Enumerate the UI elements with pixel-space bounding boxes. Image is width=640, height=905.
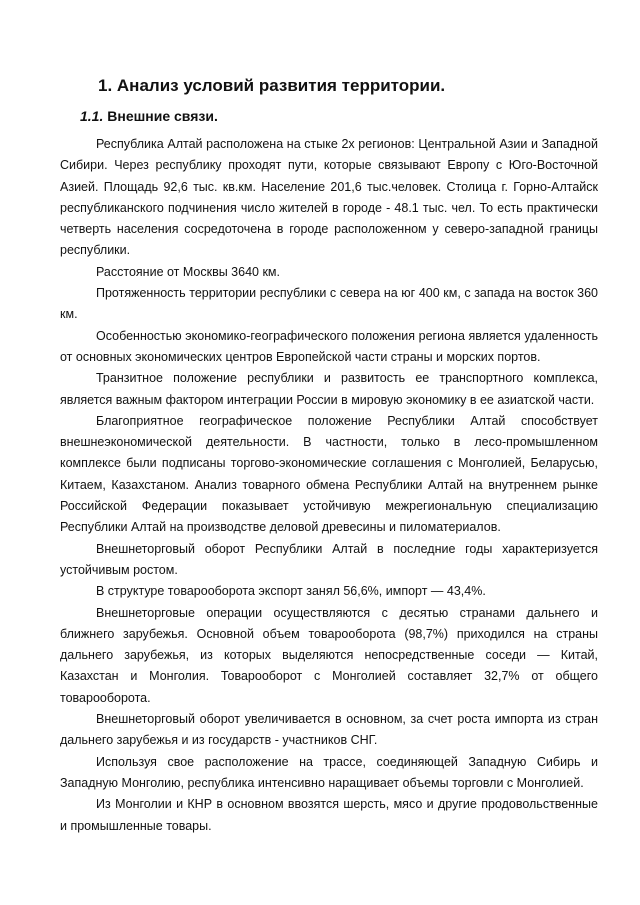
paragraph: Особенностью экономико-географического положения региона является удаленность от основных экономических центров Европейской части страны и морских портов. bbox=[60, 328, 598, 364]
paragraph: Внешнеторговый оборот Республики Алтай в последние годы характеризуется устойчивым ростом. bbox=[60, 541, 598, 577]
section-title: 1. Анализ условий развития территории. bbox=[98, 76, 446, 95]
document-body bbox=[60, 134, 598, 837]
paragraph: Благоприятное географическое положение Республики Алтай способствует внешнеэкономической деятельности. В частности, только в лесо-промышленном комплексе были подписаны торгово-экономические соглашения с Монголией, Беларусью, Китаем, Казахстаном. Анализ товарного обмена Республики Алтай на внутреннем рынке Российской Федерации показывает устойчивую межрегиональную специализацию Республики Алтай на производстве деловой древесины и пиломатериалов. bbox=[60, 413, 598, 535]
paragraph: Протяженность территории республики с севера на юг 400 км, с запада на восток 360 км. bbox=[60, 286, 598, 322]
paragraph: Из Монголии и КНР в основном ввозятся шерсть, мясо и другие продовольственные и промышленные товары. bbox=[60, 797, 598, 833]
paragraph: Расстояние от Москвы 3640 км. bbox=[96, 264, 281, 279]
paragraph: Внешнеторговый оборот увеличивается в основном, за счет роста импорта из стран дальнего зарубежья и из государств - участников СНГ. bbox=[60, 712, 598, 748]
subsection-number: 1.1. bbox=[80, 108, 104, 124]
paragraph: Внешнеторговые операции осуществляются с десятью странами дальнего и ближнего зарубежья. Основной объем товарооборота (98,7%) приходился на страны дальнего зарубежья, из которых выделяются непосредственные соседи — Китай, Казахстан и Монголия. Товарооборот с Монголией составляет 32,7% от общего товарооборота. bbox=[60, 605, 598, 705]
paragraph: Транзитное положение республики и развитость ее транспортного комплекса, является важным фактором интеграции России в мировую экономику в ее азиатской части. bbox=[60, 371, 598, 407]
paragraph: В структуре товарооборота экспорт занял 56,6%, импорт — 43,4%. bbox=[96, 584, 486, 599]
paragraph: Используя свое расположение на трассе, соединяющей Западную Сибирь и Западную Монголию, республика интенсивно наращивает объемы торговли с Монголией. bbox=[60, 754, 598, 790]
subsection-title-text: Внешние связи. bbox=[103, 108, 218, 124]
paragraph: Республика Алтай расположена на стыке 2х регионов: Центральной Азии и Западной Сибири. Через республику проходят пути, которые связывают Европу с Юго-Восточной Азией. Площадь 92,6 тыс. кв.км. Население 201,6 тыс.человек. Столица г. Горно-Алтайск республиканского подчинения число жителей в городе - 48.1 тыс. чел. То есть практически четверть населения сосредоточена в городе расположенном у северо-западной границы республики. bbox=[60, 137, 598, 258]
subsection-title bbox=[80, 108, 218, 124]
